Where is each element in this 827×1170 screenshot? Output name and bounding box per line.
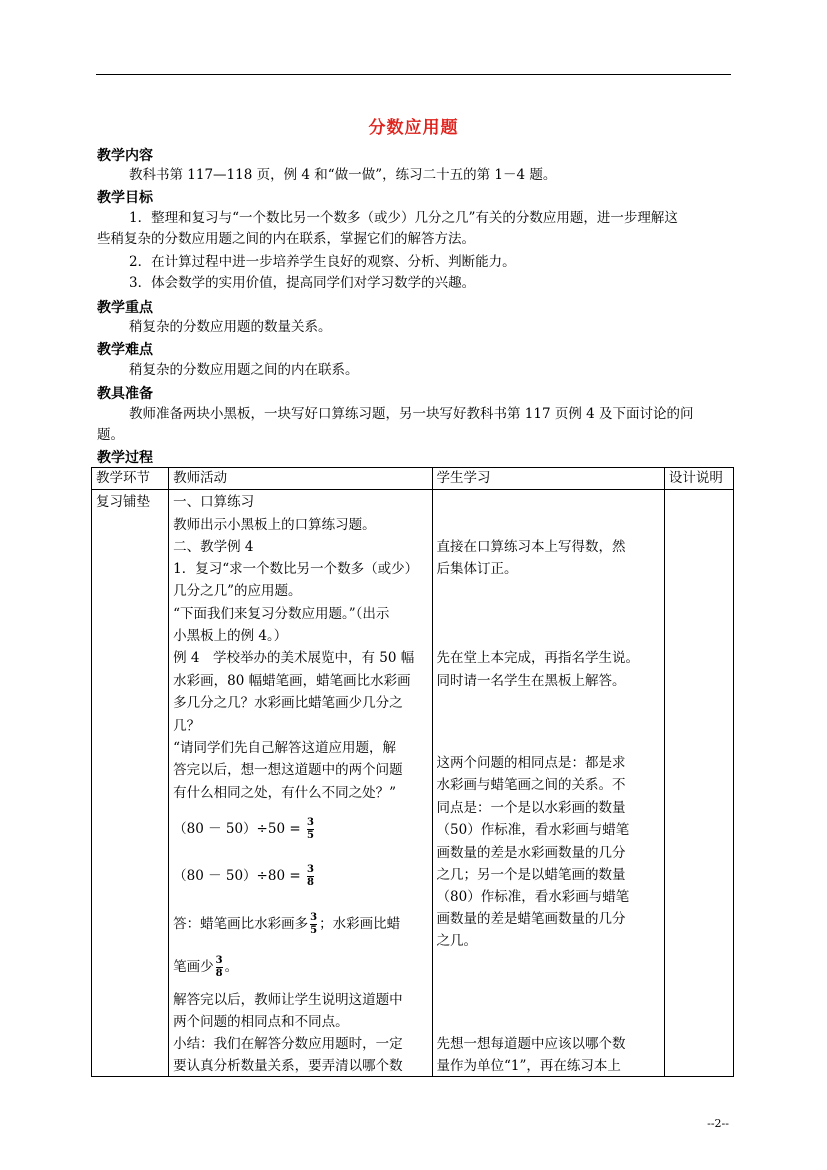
fraction-numerator: 3 (306, 817, 314, 828)
student-line: 之几；另一个是以蜡笔画的数量 (436, 867, 626, 883)
teacher-line: 水彩画，80 幅蜡笔画，蜡笔画比水彩画 (173, 673, 411, 689)
teacher-line: 小黑板上的例 4。） (173, 628, 288, 644)
answer-text: ；水彩画比蜡 (319, 916, 401, 932)
student-cell (432, 490, 664, 1077)
teacher-line: 1．复习“求一个数比另一个数多（或少） (173, 561, 419, 577)
goal-line-3: 2．在计算过程中进一步培养学生良好的观察、分析、判断能力。 (129, 254, 516, 270)
table-header-cell: 教学环节 (92, 468, 169, 490)
teacher-line: 一、口算练习 (173, 494, 255, 510)
heading-process: 教学过程 (97, 450, 153, 466)
teacher-line: 几？ (173, 718, 201, 734)
student-line: 先在堂上本完成，再指名学生说。 (436, 650, 640, 666)
answer-line-1 (173, 913, 400, 936)
prep-line-2: 题。 (97, 427, 124, 443)
fraction-denominator: 8 (215, 968, 223, 979)
stage-cell (92, 490, 169, 1077)
fraction (310, 913, 317, 936)
goal-line-2: 些稍复杂的分数应用题之间的内在联系，掌握它们的解答方法。 (97, 231, 475, 247)
student-line: 先想一想每道题中应该以哪个数 (436, 1036, 626, 1052)
teacher-line: “请同学们先自己解答这道应用题，解 (173, 740, 397, 756)
student-line: 同时请一名学生在黑板上解答。 (436, 673, 626, 689)
design-notes-cell (664, 490, 733, 1077)
table-row (92, 490, 734, 1077)
equation-text: （80 － 50）÷80 = (173, 868, 301, 884)
student-line: （80）作标准，看水彩画与蜡笔 (436, 889, 630, 905)
teacher-line: 多几分之几？水彩画比蜡笔画少几分之 (173, 695, 403, 711)
student-line: （50）作标准，看水彩画与蜡笔 (436, 822, 630, 838)
equation-text: （80 － 50）÷50 = (173, 821, 301, 837)
teacher-cell (169, 490, 432, 1077)
fraction-denominator: 8 (306, 877, 314, 888)
student-line: 水彩画与蜡笔画之间的关系。不 (436, 777, 626, 793)
answer-text: 答：蜡笔画比水彩画多 (173, 916, 309, 932)
equation-1 (173, 818, 316, 841)
heading-content: 教学内容 (97, 148, 153, 164)
teacher-line: 例 4 学校举办的美术展览中，有 50 幅 (173, 650, 415, 666)
fraction (307, 818, 314, 841)
teacher-line: 答完以后，想一想这道题中的两个问题 (173, 762, 403, 778)
teacher-line: 有什么相同之处，有什么不同之处？” (173, 785, 397, 801)
student-line: 这两个问题的相同点是：都是求 (436, 755, 626, 771)
fraction-denominator: 5 (306, 830, 314, 841)
answer-text: 笔画少 (173, 959, 214, 975)
table-header-cell: 教师活动 (169, 468, 432, 490)
answer-text: 。 (224, 959, 239, 975)
heading-goals: 教学目标 (97, 190, 153, 206)
header-rule (96, 74, 731, 75)
table-header-row (92, 468, 734, 490)
student-line: 后集体订正。 (436, 561, 518, 577)
student-line: 量作为单位“1”，再在练习本上 (436, 1058, 621, 1074)
teacher-line: 解答完以后，教师让学生说明这道题中 (173, 992, 403, 1008)
student-line: 画数量的差是水彩画数量的几分 (436, 845, 626, 861)
teacher-line: 要认真分析数量关系，要弄清以哪个数 (173, 1058, 403, 1074)
teacher-line: 二、教学例 4 (173, 539, 254, 555)
table-header-cell: 设计说明 (664, 468, 733, 490)
key-text: 稍复杂的分数应用题的数量关系。 (129, 319, 332, 335)
teacher-line: 几分之几”的应用题。 (173, 583, 302, 599)
student-line: 之几。 (436, 933, 478, 949)
teacher-line: 小结：我们在解答分数应用题时，一定 (173, 1036, 403, 1052)
student-line: 画数量的差是蜡笔画数量的几分 (436, 911, 626, 927)
heading-difficulty: 教学难点 (97, 342, 153, 358)
page-title: 分数应用题 (368, 118, 459, 138)
answer-line-2 (173, 956, 238, 979)
page-number: --2-- (707, 1117, 729, 1130)
heading-key: 教学重点 (97, 300, 153, 316)
fraction-denominator: 5 (310, 925, 318, 936)
equation-2 (173, 865, 316, 888)
teacher-line: 教师出示小黑板上的口算练习题。 (173, 517, 376, 533)
goal-line-4: 3．体会数学的实用价值，提高同学们对学习数学的兴趣。 (129, 275, 476, 291)
fraction-numerator: 3 (215, 955, 223, 966)
process-table (91, 467, 734, 1077)
teacher-line: 两个问题的相同点和不同点。 (173, 1014, 349, 1030)
prep-line-1: 教师准备两块小黑板，一块写好口算练习题，另一块写好教科书第 117 页例 4 及下面讨论的问 (129, 406, 694, 422)
table-header-cell: 学生学习 (432, 468, 664, 490)
fraction-numerator: 3 (310, 912, 318, 923)
content-text: 教科书第 117—118 页，例 4 和“做一做”，练习二十五的第 1－4 题。 (129, 167, 557, 183)
stage-label: 复习铺垫 (96, 494, 150, 510)
goal-line-1: 1．整理和复习与“一个数比另一个数多（或少）几分之几”有关的分数应用题，进一步理解这 (129, 210, 678, 226)
difficulty-text: 稍复杂的分数应用题之间的内在联系。 (129, 362, 359, 378)
fraction (307, 865, 314, 888)
teacher-line: “下面我们来复习分数应用题。”（出示 (173, 606, 390, 622)
heading-prep: 教具准备 (97, 386, 153, 402)
student-line: 同点是：一个是以水彩画的数量 (436, 800, 626, 816)
student-line: 直接在口算练习本上写得数，然 (436, 539, 626, 555)
fraction (216, 956, 223, 979)
fraction-numerator: 3 (306, 864, 314, 875)
